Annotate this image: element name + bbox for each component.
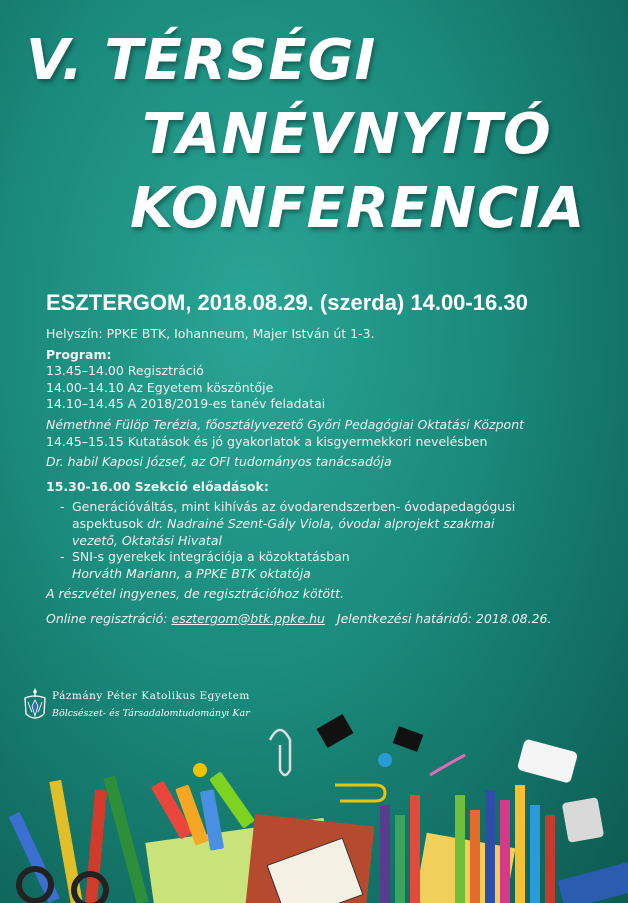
speaker: Némethné Fülöp Terézia, főosztályvezető Győri Pedagógiai Oktatási Központ [46,416,525,432]
text-fragment: aspektusok [72,515,148,531]
poster-title [0,24,628,246]
program-item: 14.10–14.45 A 2018/2019-es tanév feladatai [46,396,326,412]
registration-deadline: Jelentkezési határidő: 2018.08.26. [336,610,552,626]
free-participation-note: A részvétel ingyenes, de regisztrációhoz kötött. [46,586,344,602]
push-pin-icon [378,753,392,767]
section-item-continued [60,516,621,533]
title-line-1: V. TÉRSÉGI [26,28,377,93]
paper-clip-icon [335,785,385,801]
faculty-name: Bölcsészet- és Társadalomtudományi Kar [52,708,250,719]
program-item: 13.45–14.00 Regisztráció [46,363,204,379]
speaker: Dr. habil Kaposi József, az OFI tudományos tanácsadója [46,454,392,470]
section-item: - Generációváltás, mint kihívás az óvodarendszerben- óvodapedagógusi [60,499,621,516]
program-heading: Program: [46,346,112,362]
binder-clip-icon [393,726,424,752]
section-list [46,499,621,582]
paper-clip-icon [430,755,465,775]
ruler-icon [557,860,628,903]
eraser-icon [517,739,578,784]
title-line-2: TANÉVNYITÓ [142,102,552,167]
speaker: Horváth Mariann, a PPKE BTK oktatója [72,565,311,581]
section-heading: 15.30-16.00 Szekció előadások: [46,478,269,494]
section-item: - SNI-s gyerekek integrációja a közoktatásban [60,549,621,566]
paper-clip-icon [270,730,290,775]
registration-info [46,611,621,628]
event-details [46,326,621,628]
program-item: 14.45–15.15 Kutatások és jó gyakorlatok a kisgyermekkori nevelésben [46,433,488,449]
binder-clip-icon [317,714,354,748]
title-line-3: KONFERENCIA [130,176,586,241]
school-supplies-illustration [0,700,628,903]
push-pin-icon [193,763,207,777]
registration-email-link[interactable]: esztergom@btk.ppke.hu [171,610,325,626]
venue: Helyszín: PPKE BTK, Iohanneum, Majer István út 1-3. [46,326,375,341]
event-date-location: ESZTERGOM, 2018.08.29. (szerda) 14.00-16.30 [46,290,528,315]
program-item: 14.00–14.10 Az Egyetem köszöntője [46,379,274,395]
sharpener-icon [562,797,604,843]
registration-label: Online regisztráció: [46,610,168,626]
speaker: vezető, Oktatási Hivatal [72,532,222,548]
university-name: Pázmány Péter Katolikus Egyetem [52,690,250,702]
speaker: dr. Nadrainé Szent-Gály Viola, óvodai alprojekt szakmai [147,515,495,531]
